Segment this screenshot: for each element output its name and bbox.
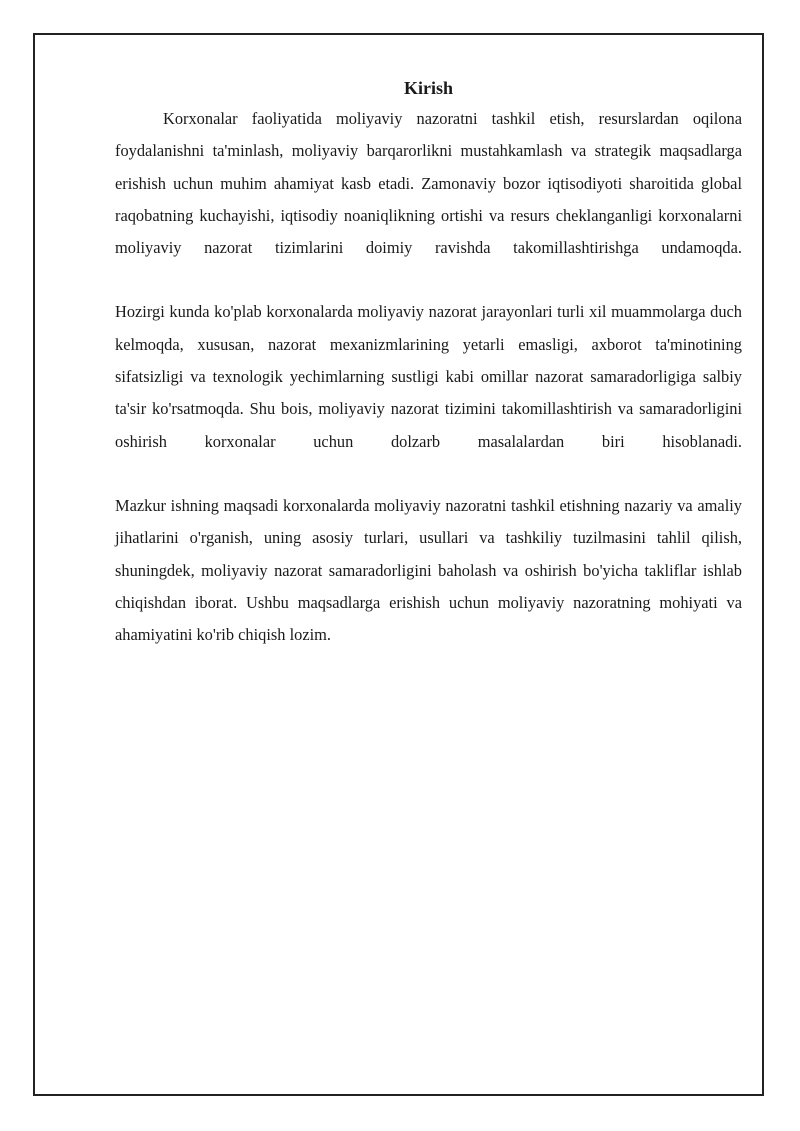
- document-title: Kirish: [403, 78, 453, 98]
- paragraph-gap: [115, 458, 742, 490]
- document-body: [115, 75, 742, 651]
- paragraph-1: Korxonalar faoliyatida moliyaviy nazoratni tashkil etish, resurslardan oqilona foydalanishni ta'minlash, moliyaviy barqarorlikni mustahkamlash va strategik maqsadlarga erishish uchun muhim ahamiyat kasb etadi. Zamonaviy bozor iqtisodiyoti sharoitida global raqobatning kuchayishi, iqtisodiy noaniqlikning ortishi va resurs cheklanganligi korxonalarni moliyaviy nazorat tizimlarini doimiy ravishda takomillashtirishga undamoqda.: [115, 109, 742, 258]
- paragraph-3: Mazkur ishning maqsadi korxonalarda moliyaviy nazoratni tashkil etishning nazariy va amaliy jihatlarini o'rganish, uning asosiy turlari, usullari va tashkiliy tuzilmasini tahlil qilish, shuningdek, moliyaviy nazorat samaradorligini baholash va oshirish bo'yicha takliflar ishlab chiqishdan iborat. Ushbu maqsadlarga erishish uchun moliyaviy nazoratning mohiyati va ahamiyatini ko'rib chiqish lozim.: [115, 495, 742, 645]
- paragraph-2: Hozirgi kunda ko'plab korxonalarda moliyaviy nazorat jarayonlari turli xil muammolarga duch kelmoqda, xususan, nazorat mexanizmlarining yetarli emasligi, axborot ta'minotining sifatsizligi va texnologik yechimlarning sustligi kabi omillar nazorat samaradorligiga salbiy ta'sir ko'rsatmoqda. Shu bois, moliyaviy nazorat tizimini takomillashtirish va samaradorligini oshirish korxonalar uchun dolzarb masalalardan biri hisoblanadi.: [115, 302, 742, 451]
- paragraph-gap: [115, 264, 742, 296]
